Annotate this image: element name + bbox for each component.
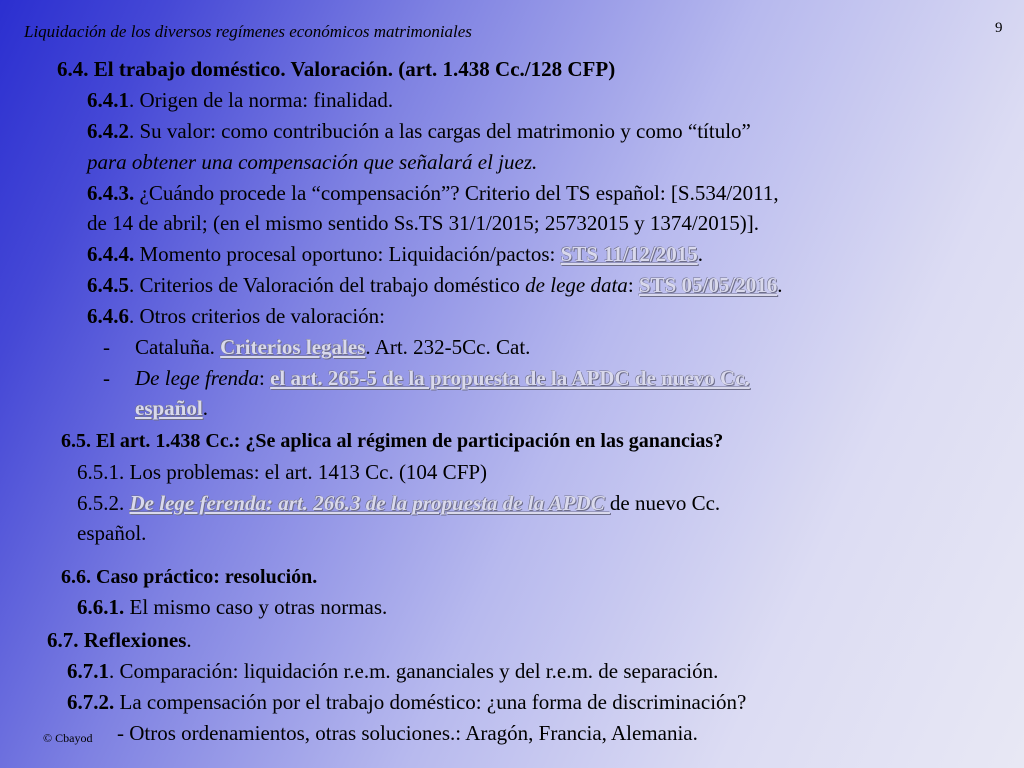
copyright-notice: © Cbayod: [43, 731, 93, 745]
item-number: 6.4.5: [87, 273, 129, 297]
item-text: . Comparación: liquidación r.e.m. gananciales y del r.e.m. de separación.: [109, 659, 719, 683]
item-text: . Criterios de Valoración del trabajo doméstico: [129, 273, 526, 297]
item-6-4-2: [87, 118, 751, 144]
item-6-5-2: [77, 490, 720, 516]
item-number: 6.4.4.: [87, 242, 135, 266]
item-text: El mismo caso y otras normas.: [124, 595, 388, 619]
item-punctuation: :: [627, 273, 639, 297]
item-number: 6.4.2: [87, 119, 129, 143]
item-italic-text: De lege frenda: [135, 366, 260, 390]
section-number: 6.7. Reflexiones: [47, 628, 187, 652]
propuesta-apdc-266-link[interactable]: De lege ferenda: art. 266.3 de la propuesta de la APDC: [129, 491, 610, 515]
item-text: La compensación por el trabajo doméstico: ¿una forma de discriminación?: [114, 690, 747, 714]
item-italic-text: de lege data: [525, 273, 628, 297]
item-number: 6.6.1.: [77, 595, 125, 619]
item-number: 6.7.1: [67, 659, 109, 683]
item-6-4-2-continuation: para obtener una compensación que señalará el juez.: [87, 150, 538, 174]
item-punctuation: .: [186, 628, 192, 652]
section-6-7-title: [47, 627, 192, 653]
section-6-6-title: 6.6. Caso práctico: resolución.: [61, 566, 318, 588]
item-text: . Origen de la norma: finalidad.: [129, 88, 394, 112]
sub-item-lege-frenda-continuation: [135, 395, 208, 421]
item-6-7-2: [67, 689, 746, 715]
sts-2015-link[interactable]: STS 11/12/2015: [560, 242, 698, 266]
item-6-6-1: [77, 594, 387, 620]
item-number: 6.4.6: [87, 304, 129, 328]
item-6-7-3: - Otros ordenamientos, otras soluciones.: Aragón, Francia, Alemania.: [117, 721, 698, 745]
sts-2016-link[interactable]: STS 05/05/2016: [638, 273, 778, 297]
item-punctuation: :: [259, 366, 271, 390]
item-text: . Su valor: como contribución a las cargas del matrimonio y como “título”: [129, 119, 751, 143]
dash-bullet: -: [103, 335, 110, 359]
item-text: . Otros criterios de valoración:: [129, 304, 385, 328]
item-6-4-5: [87, 272, 782, 298]
item-number: 6.4.3.: [87, 181, 135, 205]
item-text: Cataluña.: [135, 335, 221, 359]
section-6-5-title: 6.5. El art. 1.438 Cc.: ¿Se aplica al régimen de participación en las ganancias?: [61, 430, 724, 452]
section-6-4-title: [57, 56, 615, 82]
item-number: 6.7.2.: [67, 690, 115, 714]
item-6-4-4: [87, 241, 703, 267]
item-6-4-3: [87, 180, 779, 206]
slide-header: Liquidación de los diversos regímenes económicos matrimoniales: [24, 22, 472, 41]
sub-item-lege-frenda: [135, 365, 750, 391]
section-number: 6.4.: [57, 57, 89, 81]
sub-item-cataluna: [135, 334, 530, 360]
item-text: de nuevo Cc.: [609, 491, 721, 515]
dash-bullet: -: [103, 366, 110, 390]
item-text: ¿Cuándo procede la “compensación”? Criterio del TS español: [S.534/2011,: [134, 181, 779, 205]
section-title: El trabajo doméstico. Valoración. (art. 1.438 Cc./128 CFP): [93, 57, 616, 81]
item-6-7-1: [67, 658, 718, 684]
item-6-5-2-continuation: español.: [77, 521, 147, 545]
item-text: Momento procesal oportuno: Liquidación/pactos:: [134, 242, 561, 266]
item-6-4-6: [87, 303, 385, 329]
item-6-4-3-continuation: de 14 de abril; (en el mismo sentido Ss.TS 31/1/2015; 25732015 y 1374/2015)].: [87, 211, 759, 235]
item-number: 6.5.2.: [77, 491, 130, 515]
propuesta-apdc-265-link[interactable]: el art. 265-5 de la propuesta de la APDC de nuevo Cc.: [270, 366, 750, 390]
criterios-legales-link[interactable]: Criterios legales: [220, 335, 366, 359]
page-number: 9: [995, 20, 1003, 36]
item-punctuation: .: [202, 396, 208, 420]
item-text: . Art. 232-5Cc. Cat.: [365, 335, 531, 359]
item-6-5-1: 6.5.1. Los problemas: el art. 1413 Cc. (104 CFP): [77, 460, 488, 484]
item-punctuation: .: [697, 242, 703, 266]
item-punctuation: .: [777, 273, 783, 297]
propuesta-apdc-265-link-continuation[interactable]: español: [135, 396, 203, 420]
item-6-4-1: [87, 87, 393, 113]
item-number: 6.4.1: [87, 88, 129, 112]
